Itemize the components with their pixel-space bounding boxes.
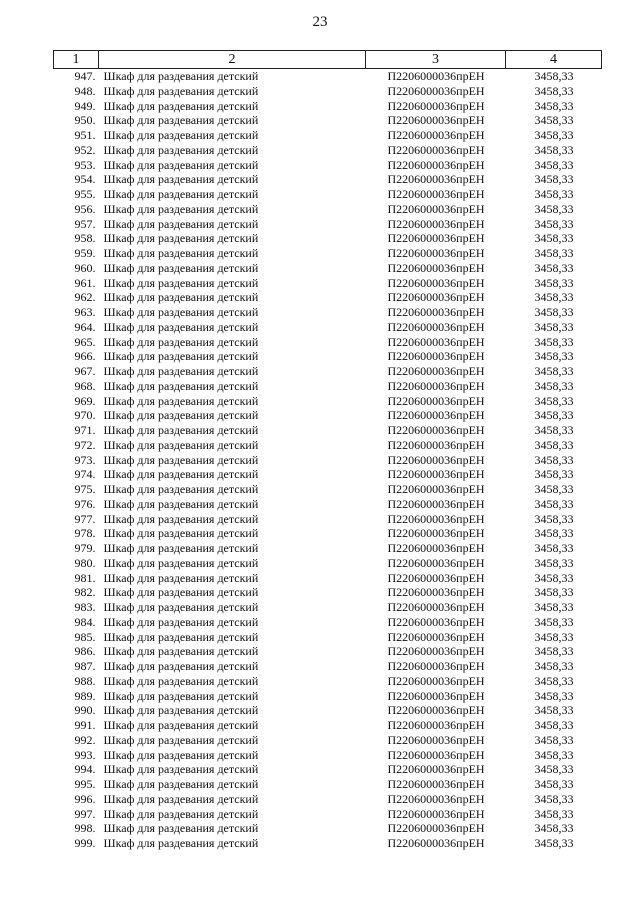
- item-code-cell: П2206000036прЕН: [387, 629, 485, 644]
- item-code-cell: П2206000036прЕН: [387, 113, 485, 128]
- item-name-cell: Шкаф для раздевания детский: [103, 305, 259, 319]
- row-number-cell: 974.: [74, 467, 96, 482]
- row-number-cell: 982.: [74, 585, 96, 600]
- item-code-cell: П2206000036прЕН: [387, 747, 485, 762]
- table-row: [54, 143, 602, 158]
- row-number-cell: 966.: [74, 349, 96, 364]
- item-price-cell: 3458,33: [534, 260, 574, 275]
- table-row: [54, 453, 602, 468]
- item-name-cell: Шкаф для раздевания детский: [103, 496, 259, 511]
- item-name-cell: Шкаф для раздевания детский: [103, 644, 259, 659]
- table-row: [54, 659, 602, 674]
- row-number-cell: 987.: [74, 659, 96, 673]
- row-number-cell: 958.: [74, 231, 96, 246]
- row-number-cell: 986.: [74, 644, 96, 659]
- item-name-cell: Шкаф для раздевания детский: [103, 157, 259, 172]
- item-name-cell: Шкаф для раздевания детский: [103, 600, 259, 614]
- row-number-cell: 973.: [74, 452, 96, 467]
- row-number-cell: 990.: [74, 703, 96, 718]
- item-name-cell: Шкаф для раздевания детский: [103, 393, 259, 408]
- item-price-cell: 3458,33: [534, 644, 574, 659]
- item-name-cell: Шкаф для раздевания детский: [103, 629, 259, 644]
- row-number-cell: 957.: [74, 216, 96, 231]
- item-code-cell: П2206000036прЕН: [387, 570, 485, 585]
- item-price-cell: 3458,33: [534, 393, 574, 408]
- item-price-cell: 3458,33: [534, 157, 574, 172]
- item-price-cell: 3458,33: [534, 482, 574, 496]
- item-price-cell: 3458,33: [534, 570, 574, 585]
- table-row: [54, 290, 602, 305]
- table-row: [54, 674, 602, 689]
- item-name-cell: Шкаф для раздевания детский: [103, 526, 259, 541]
- item-price-cell: 3458,33: [534, 511, 574, 526]
- item-name-cell: Шкаф для раздевания детский: [103, 437, 259, 452]
- table-row: [54, 644, 602, 659]
- item-code-cell: П2206000036прЕН: [387, 644, 485, 659]
- table-row: [54, 394, 602, 409]
- table-row: [54, 777, 602, 792]
- item-name-cell: Шкаф для раздевания детский: [103, 423, 259, 437]
- item-price-cell: 3458,33: [534, 187, 574, 201]
- item-price-cell: 3458,33: [534, 806, 574, 821]
- row-number-cell: 980.: [74, 555, 96, 570]
- item-price-cell: 3458,33: [534, 408, 574, 423]
- item-price-cell: 3458,33: [534, 718, 574, 732]
- item-name-cell: Шкаф для раздевания детский: [103, 113, 259, 128]
- item-price-cell: 3458,33: [534, 703, 574, 718]
- table-row: [54, 408, 602, 423]
- item-price-cell: 3458,33: [534, 688, 574, 703]
- item-price-cell: 3458,33: [534, 319, 574, 334]
- item-name-cell: Шкаф для раздевания детский: [103, 614, 259, 629]
- row-number-cell: 998.: [74, 821, 96, 836]
- row-number-cell: 960.: [74, 260, 96, 275]
- table-row: [54, 630, 602, 645]
- table-row: [54, 349, 602, 364]
- column-header-4: 4: [506, 51, 602, 69]
- table-row: [54, 172, 602, 187]
- item-name-cell: Шкаф для раздевания детский: [103, 319, 259, 334]
- item-code-cell: П2206000036прЕН: [387, 541, 485, 555]
- table-row: [54, 615, 602, 630]
- table-row: [54, 689, 602, 704]
- item-price-cell: 3458,33: [534, 364, 574, 378]
- item-code-cell: П2206000036прЕН: [387, 791, 485, 806]
- item-name-cell: Шкаф для раздевания детский: [103, 83, 259, 98]
- row-number-cell: 964.: [74, 319, 96, 334]
- table-row: [54, 703, 602, 718]
- row-number-cell: 954.: [74, 172, 96, 187]
- row-number-cell: 971.: [74, 423, 96, 437]
- row-number-cell: 989.: [74, 688, 96, 703]
- item-name-cell: Шкаф для раздевания детский: [103, 747, 259, 762]
- item-price-cell: 3458,33: [534, 452, 574, 467]
- item-price-cell: 3458,33: [534, 231, 574, 246]
- row-number-cell: 949.: [74, 98, 96, 113]
- item-code-cell: П2206000036прЕН: [387, 688, 485, 703]
- item-name-cell: Шкаф для раздевания детский: [103, 452, 259, 467]
- item-name-cell: Шкаф для раздевания детский: [103, 128, 259, 142]
- item-name-cell: Шкаф для раздевания детский: [103, 334, 259, 349]
- item-name-cell: Шкаф для раздевания детский: [103, 673, 259, 688]
- row-number-cell: 952.: [74, 142, 96, 157]
- page-number: 23: [312, 14, 328, 30]
- table-row: [54, 158, 602, 173]
- row-number-cell: 972.: [74, 437, 96, 452]
- table-row: [54, 600, 602, 615]
- item-code-cell: П2206000036прЕН: [387, 482, 485, 496]
- row-number-cell: 999.: [74, 836, 96, 850]
- item-code-cell: П2206000036прЕН: [387, 836, 485, 850]
- row-number-cell: 963.: [74, 305, 96, 319]
- table-row: [54, 187, 602, 202]
- item-code-cell: П2206000036прЕН: [387, 659, 485, 673]
- item-name-cell: Шкаф для раздевания детский: [103, 142, 259, 157]
- item-name-cell: Шкаф для раздевания детский: [103, 718, 259, 732]
- item-price-cell: 3458,33: [534, 821, 574, 836]
- table-row: [54, 99, 602, 114]
- table-row: [54, 556, 602, 571]
- item-price-cell: 3458,33: [534, 467, 574, 482]
- item-name-cell: Шкаф для раздевания детский: [103, 408, 259, 423]
- item-code-cell: П2206000036прЕН: [387, 231, 485, 246]
- row-number-cell: 968.: [74, 378, 96, 393]
- row-number-cell: 956.: [74, 201, 96, 216]
- row-number-cell: 951.: [74, 128, 96, 142]
- item-code-cell: П2206000036прЕН: [387, 275, 485, 290]
- item-code-cell: П2206000036прЕН: [387, 496, 485, 511]
- item-code-cell: П2206000036прЕН: [387, 777, 485, 791]
- row-number-cell: 976.: [74, 496, 96, 511]
- item-name-cell: Шкаф для раздевания детский: [103, 732, 259, 747]
- table-row: [54, 497, 602, 512]
- table-row: [54, 718, 602, 733]
- item-name-cell: Шкаф для раздевания детский: [103, 187, 259, 201]
- item-name-cell: Шкаф для раздевания детский: [103, 260, 259, 275]
- row-number-cell: 995.: [74, 777, 96, 791]
- item-code-cell: П2206000036прЕН: [387, 319, 485, 334]
- table-row: [54, 113, 602, 128]
- table-row: [54, 438, 602, 453]
- item-code-cell: П2206000036прЕН: [387, 762, 485, 777]
- row-number-cell: 977.: [74, 511, 96, 526]
- item-name-cell: Шкаф для раздевания детский: [103, 216, 259, 231]
- item-price-cell: 3458,33: [534, 423, 574, 437]
- item-name-cell: Шкаф для раздевания детский: [103, 511, 259, 526]
- item-price-cell: 3458,33: [534, 673, 574, 688]
- inventory-table-container: [53, 50, 601, 851]
- item-code-cell: П2206000036прЕН: [387, 142, 485, 157]
- table-row: [54, 748, 602, 763]
- table-row: [54, 792, 602, 807]
- table-row: [54, 276, 602, 291]
- item-name-cell: Шкаф для раздевания детский: [103, 275, 259, 290]
- table-row: [54, 69, 602, 84]
- item-code-cell: П2206000036прЕН: [387, 69, 485, 83]
- item-price-cell: 3458,33: [534, 762, 574, 777]
- row-number-cell: 948.: [74, 83, 96, 98]
- table-row: [54, 231, 602, 246]
- row-number-cell: 981.: [74, 570, 96, 585]
- item-name-cell: Шкаф для раздевания детский: [103, 806, 259, 821]
- item-price-cell: 3458,33: [534, 732, 574, 747]
- item-code-cell: П2206000036прЕН: [387, 467, 485, 482]
- item-name-cell: Шкаф для раздевания детский: [103, 555, 259, 570]
- item-name-cell: Шкаф для раздевания детский: [103, 821, 259, 836]
- item-code-cell: П2206000036прЕН: [387, 187, 485, 201]
- item-code-cell: П2206000036прЕН: [387, 305, 485, 319]
- table-row: [54, 217, 602, 232]
- row-number-cell: 950.: [74, 113, 96, 128]
- table-row: [54, 836, 602, 851]
- item-price-cell: 3458,33: [534, 629, 574, 644]
- item-name-cell: Шкаф для раздевания детский: [103, 482, 259, 496]
- table-row: [54, 482, 602, 497]
- item-price-cell: 3458,33: [534, 349, 574, 364]
- item-price-cell: 3458,33: [534, 600, 574, 614]
- row-number-cell: 975.: [74, 482, 96, 496]
- item-code-cell: П2206000036прЕН: [387, 172, 485, 187]
- row-number-cell: 959.: [74, 246, 96, 260]
- item-code-cell: П2206000036прЕН: [387, 806, 485, 821]
- row-number-cell: 997.: [74, 806, 96, 821]
- item-code-cell: П2206000036прЕН: [387, 260, 485, 275]
- table-row: [54, 571, 602, 586]
- item-name-cell: Шкаф для раздевания детский: [103, 703, 259, 718]
- column-header-1: 1: [54, 51, 99, 69]
- item-code-cell: П2206000036прЕН: [387, 157, 485, 172]
- table-row: [54, 467, 602, 482]
- item-name-cell: Шкаф для раздевания детский: [103, 688, 259, 703]
- row-number-cell: 991.: [74, 718, 96, 732]
- table-row: [54, 128, 602, 143]
- item-code-cell: П2206000036прЕН: [387, 452, 485, 467]
- row-number-cell: 961.: [74, 275, 96, 290]
- item-code-cell: П2206000036прЕН: [387, 703, 485, 718]
- item-price-cell: 3458,33: [534, 246, 574, 260]
- table-row: [54, 261, 602, 276]
- table-row: [54, 202, 602, 217]
- table-row: [54, 84, 602, 99]
- item-price-cell: 3458,33: [534, 659, 574, 673]
- item-price-cell: 3458,33: [534, 526, 574, 541]
- item-name-cell: Шкаф для раздевания детский: [103, 364, 259, 378]
- item-code-cell: П2206000036прЕН: [387, 83, 485, 98]
- item-price-cell: 3458,33: [534, 142, 574, 157]
- item-code-cell: П2206000036прЕН: [387, 201, 485, 216]
- item-code-cell: П2206000036прЕН: [387, 732, 485, 747]
- item-name-cell: Шкаф для раздевания детский: [103, 762, 259, 777]
- row-number-cell: 955.: [74, 187, 96, 201]
- item-name-cell: Шкаф для раздевания детский: [103, 570, 259, 585]
- row-number-cell: 988.: [74, 673, 96, 688]
- table-row: [54, 246, 602, 261]
- item-price-cell: 3458,33: [534, 128, 574, 142]
- item-code-cell: П2206000036прЕН: [387, 600, 485, 614]
- table-row: [54, 305, 602, 320]
- item-name-cell: Шкаф для раздевания детский: [103, 836, 259, 850]
- item-price-cell: 3458,33: [534, 290, 574, 305]
- row-number-cell: 979.: [74, 541, 96, 555]
- row-number-cell: 947.: [74, 69, 96, 83]
- item-name-cell: Шкаф для раздевания детский: [103, 201, 259, 216]
- item-name-cell: Шкаф для раздевания детский: [103, 172, 259, 187]
- item-name-cell: Шкаф для раздевания детский: [103, 231, 259, 246]
- table-row: [54, 364, 602, 379]
- item-price-cell: 3458,33: [534, 98, 574, 113]
- item-price-cell: 3458,33: [534, 113, 574, 128]
- item-code-cell: П2206000036прЕН: [387, 408, 485, 423]
- table-row: [54, 379, 602, 394]
- item-name-cell: Шкаф для раздевания детский: [103, 290, 259, 305]
- item-name-cell: Шкаф для раздевания детский: [103, 69, 259, 83]
- item-code-cell: П2206000036прЕН: [387, 673, 485, 688]
- item-code-cell: П2206000036прЕН: [387, 718, 485, 732]
- table-body: [54, 69, 602, 851]
- row-number-cell: 992.: [74, 732, 96, 747]
- row-number-cell: 965.: [74, 334, 96, 349]
- table-row: [54, 821, 602, 836]
- item-name-cell: Шкаф для раздевания детский: [103, 246, 259, 260]
- item-name-cell: Шкаф для раздевания детский: [103, 467, 259, 482]
- item-price-cell: 3458,33: [534, 437, 574, 452]
- item-code-cell: П2206000036прЕН: [387, 821, 485, 836]
- item-price-cell: 3458,33: [534, 216, 574, 231]
- item-price-cell: 3458,33: [534, 791, 574, 806]
- row-number-cell: 978.: [74, 526, 96, 541]
- table-row: [54, 526, 602, 541]
- row-number-cell: 985.: [74, 629, 96, 644]
- column-header-3: 3: [366, 51, 506, 69]
- table-row: [54, 541, 602, 556]
- item-code-cell: П2206000036прЕН: [387, 393, 485, 408]
- item-name-cell: Шкаф для раздевания детский: [103, 659, 259, 673]
- item-name-cell: Шкаф для раздевания детский: [103, 585, 259, 600]
- table-row: [54, 320, 602, 335]
- row-number-cell: 993.: [74, 747, 96, 762]
- item-code-cell: П2206000036прЕН: [387, 423, 485, 437]
- item-price-cell: 3458,33: [534, 275, 574, 290]
- item-code-cell: П2206000036прЕН: [387, 364, 485, 378]
- item-price-cell: 3458,33: [534, 496, 574, 511]
- item-price-cell: 3458,33: [534, 83, 574, 98]
- item-code-cell: П2206000036прЕН: [387, 526, 485, 541]
- item-name-cell: Шкаф для раздевания детский: [103, 98, 259, 113]
- item-code-cell: П2206000036прЕН: [387, 128, 485, 142]
- item-price-cell: 3458,33: [534, 172, 574, 187]
- item-price-cell: 3458,33: [534, 614, 574, 629]
- item-code-cell: П2206000036прЕН: [387, 246, 485, 260]
- row-number-cell: 969.: [74, 393, 96, 408]
- table-row: [54, 335, 602, 350]
- item-price-cell: 3458,33: [534, 836, 574, 850]
- row-number-cell: 996.: [74, 791, 96, 806]
- item-code-cell: П2206000036прЕН: [387, 378, 485, 393]
- item-code-cell: П2206000036прЕН: [387, 98, 485, 113]
- row-number-cell: 962.: [74, 290, 96, 305]
- item-name-cell: Шкаф для раздевания детский: [103, 791, 259, 806]
- item-price-cell: 3458,33: [534, 201, 574, 216]
- item-price-cell: 3458,33: [534, 555, 574, 570]
- item-name-cell: Шкаф для раздевания детский: [103, 378, 259, 393]
- item-price-cell: 3458,33: [534, 777, 574, 791]
- table-row: [54, 423, 602, 438]
- row-number-cell: 983.: [74, 600, 96, 614]
- item-price-cell: 3458,33: [534, 541, 574, 555]
- item-code-cell: П2206000036прЕН: [387, 511, 485, 526]
- item-price-cell: 3458,33: [534, 334, 574, 349]
- item-code-cell: П2206000036прЕН: [387, 334, 485, 349]
- table-header: [54, 51, 602, 69]
- item-code-cell: П2206000036прЕН: [387, 437, 485, 452]
- item-price-cell: 3458,33: [534, 378, 574, 393]
- item-code-cell: П2206000036прЕН: [387, 585, 485, 600]
- column-header-2: 2: [99, 51, 366, 69]
- item-code-cell: П2206000036прЕН: [387, 216, 485, 231]
- row-number-cell: 984.: [74, 614, 96, 629]
- row-number-cell: 953.: [74, 157, 96, 172]
- item-price-cell: 3458,33: [534, 305, 574, 319]
- item-code-cell: П2206000036прЕН: [387, 614, 485, 629]
- item-code-cell: П2206000036прЕН: [387, 349, 485, 364]
- row-number-cell: 967.: [74, 364, 96, 378]
- table-row: [54, 762, 602, 777]
- item-code-cell: П2206000036прЕН: [387, 555, 485, 570]
- table-row: [54, 807, 602, 822]
- item-name-cell: Шкаф для раздевания детский: [103, 541, 259, 555]
- table-row: [54, 733, 602, 748]
- item-price-cell: 3458,33: [534, 69, 574, 83]
- item-price-cell: 3458,33: [534, 585, 574, 600]
- item-name-cell: Шкаф для раздевания детский: [103, 777, 259, 791]
- header-row: [54, 51, 602, 69]
- item-price-cell: 3458,33: [534, 747, 574, 762]
- row-number-cell: 994.: [74, 762, 96, 777]
- table-row: [54, 585, 602, 600]
- inventory-table: [53, 50, 602, 851]
- item-code-cell: П2206000036прЕН: [387, 290, 485, 305]
- row-number-cell: 970.: [74, 408, 96, 423]
- item-name-cell: Шкаф для раздевания детский: [103, 349, 259, 364]
- table-row: [54, 512, 602, 527]
